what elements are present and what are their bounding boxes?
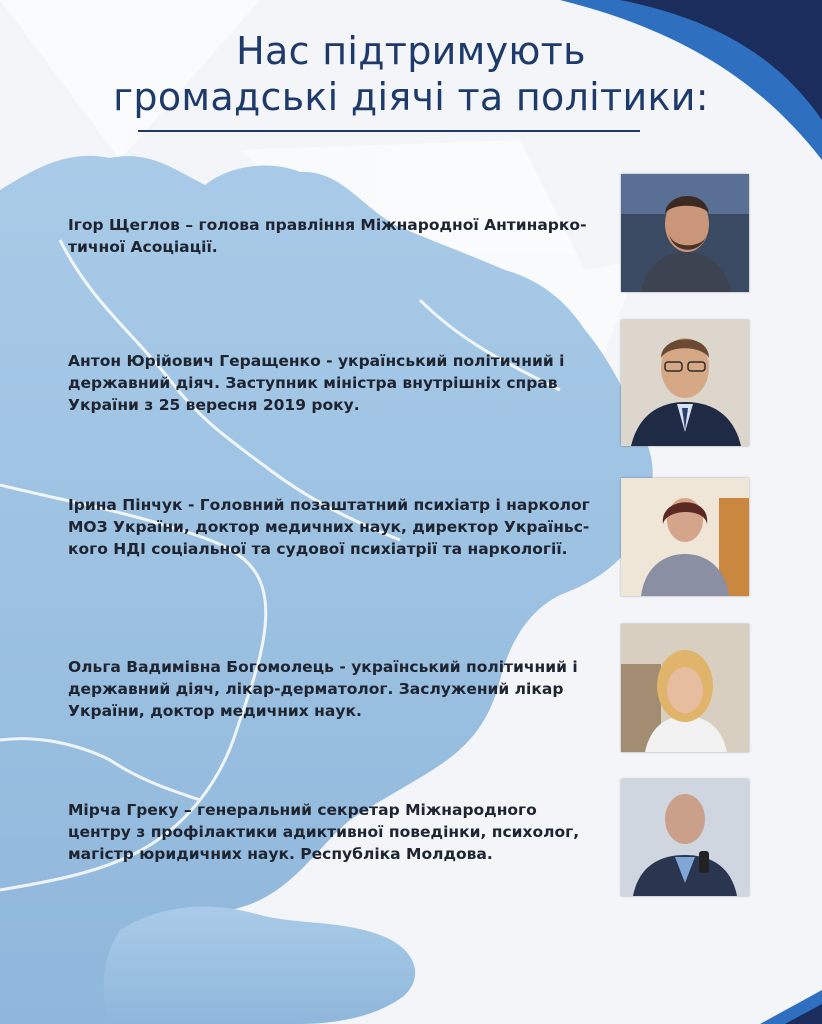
bio-line: центру з профілактики адиктивної поведінки, психолог, (68, 823, 580, 841)
bio-line: Антон Юрійович Геращенко - український політичний і (68, 352, 565, 370)
supporter-photo (621, 320, 749, 446)
bio-line: державний діяч. Заступник міністра внутрішніх справ (68, 374, 558, 392)
supporter-photo (621, 779, 749, 896)
portrait-photo-icon (621, 779, 749, 896)
supporter-bio (68, 656, 613, 722)
supporter-photo (621, 174, 749, 292)
supporter-bio (68, 799, 613, 865)
page-title (0, 28, 822, 120)
portrait-photo-icon (621, 478, 749, 596)
bio-line: України з 25 вересня 2019 року. (68, 396, 360, 414)
supporter-photo (621, 478, 749, 596)
bio-line: магістр юридичних наук. Республіка Молдова. (68, 845, 493, 863)
supporter-photo (621, 624, 749, 752)
bio-line: державний діяч, лікар-дерматолог. Заслужений лікар (68, 680, 564, 698)
bio-line: Ольга Вадимівна Богомолець - український політичний і (68, 658, 578, 676)
bio-line: Мірча Греку – генеральний секретар Міжнародного (68, 801, 537, 819)
bio-line: Ірина Пінчук - Головний позаштатний психіатр і нарколог (68, 496, 590, 514)
bio-line: України, доктор медичних наук. (68, 702, 362, 720)
bio-line: тичної Асоціації. (68, 238, 218, 256)
portrait-photo-icon (621, 174, 749, 292)
supporter-bio (68, 214, 613, 258)
supporter-bio (68, 494, 613, 560)
page-title-line-1: Нас підтримують (236, 29, 586, 73)
portrait-photo-icon (621, 320, 749, 446)
page-title-line-2: громадські діячі та політики: (113, 75, 709, 119)
portrait-photo-icon (621, 624, 749, 752)
bio-line: МОЗ України, доктор медичних наук, директор Україньс- (68, 518, 590, 536)
title-underline (138, 130, 640, 132)
supporter-bio (68, 350, 613, 416)
bio-line: Ігор Щеглов – голова правління Міжнародної Антинарко- (68, 216, 587, 234)
bio-line: кого НДІ соціальної та судової психіатрії та наркології. (68, 540, 568, 558)
